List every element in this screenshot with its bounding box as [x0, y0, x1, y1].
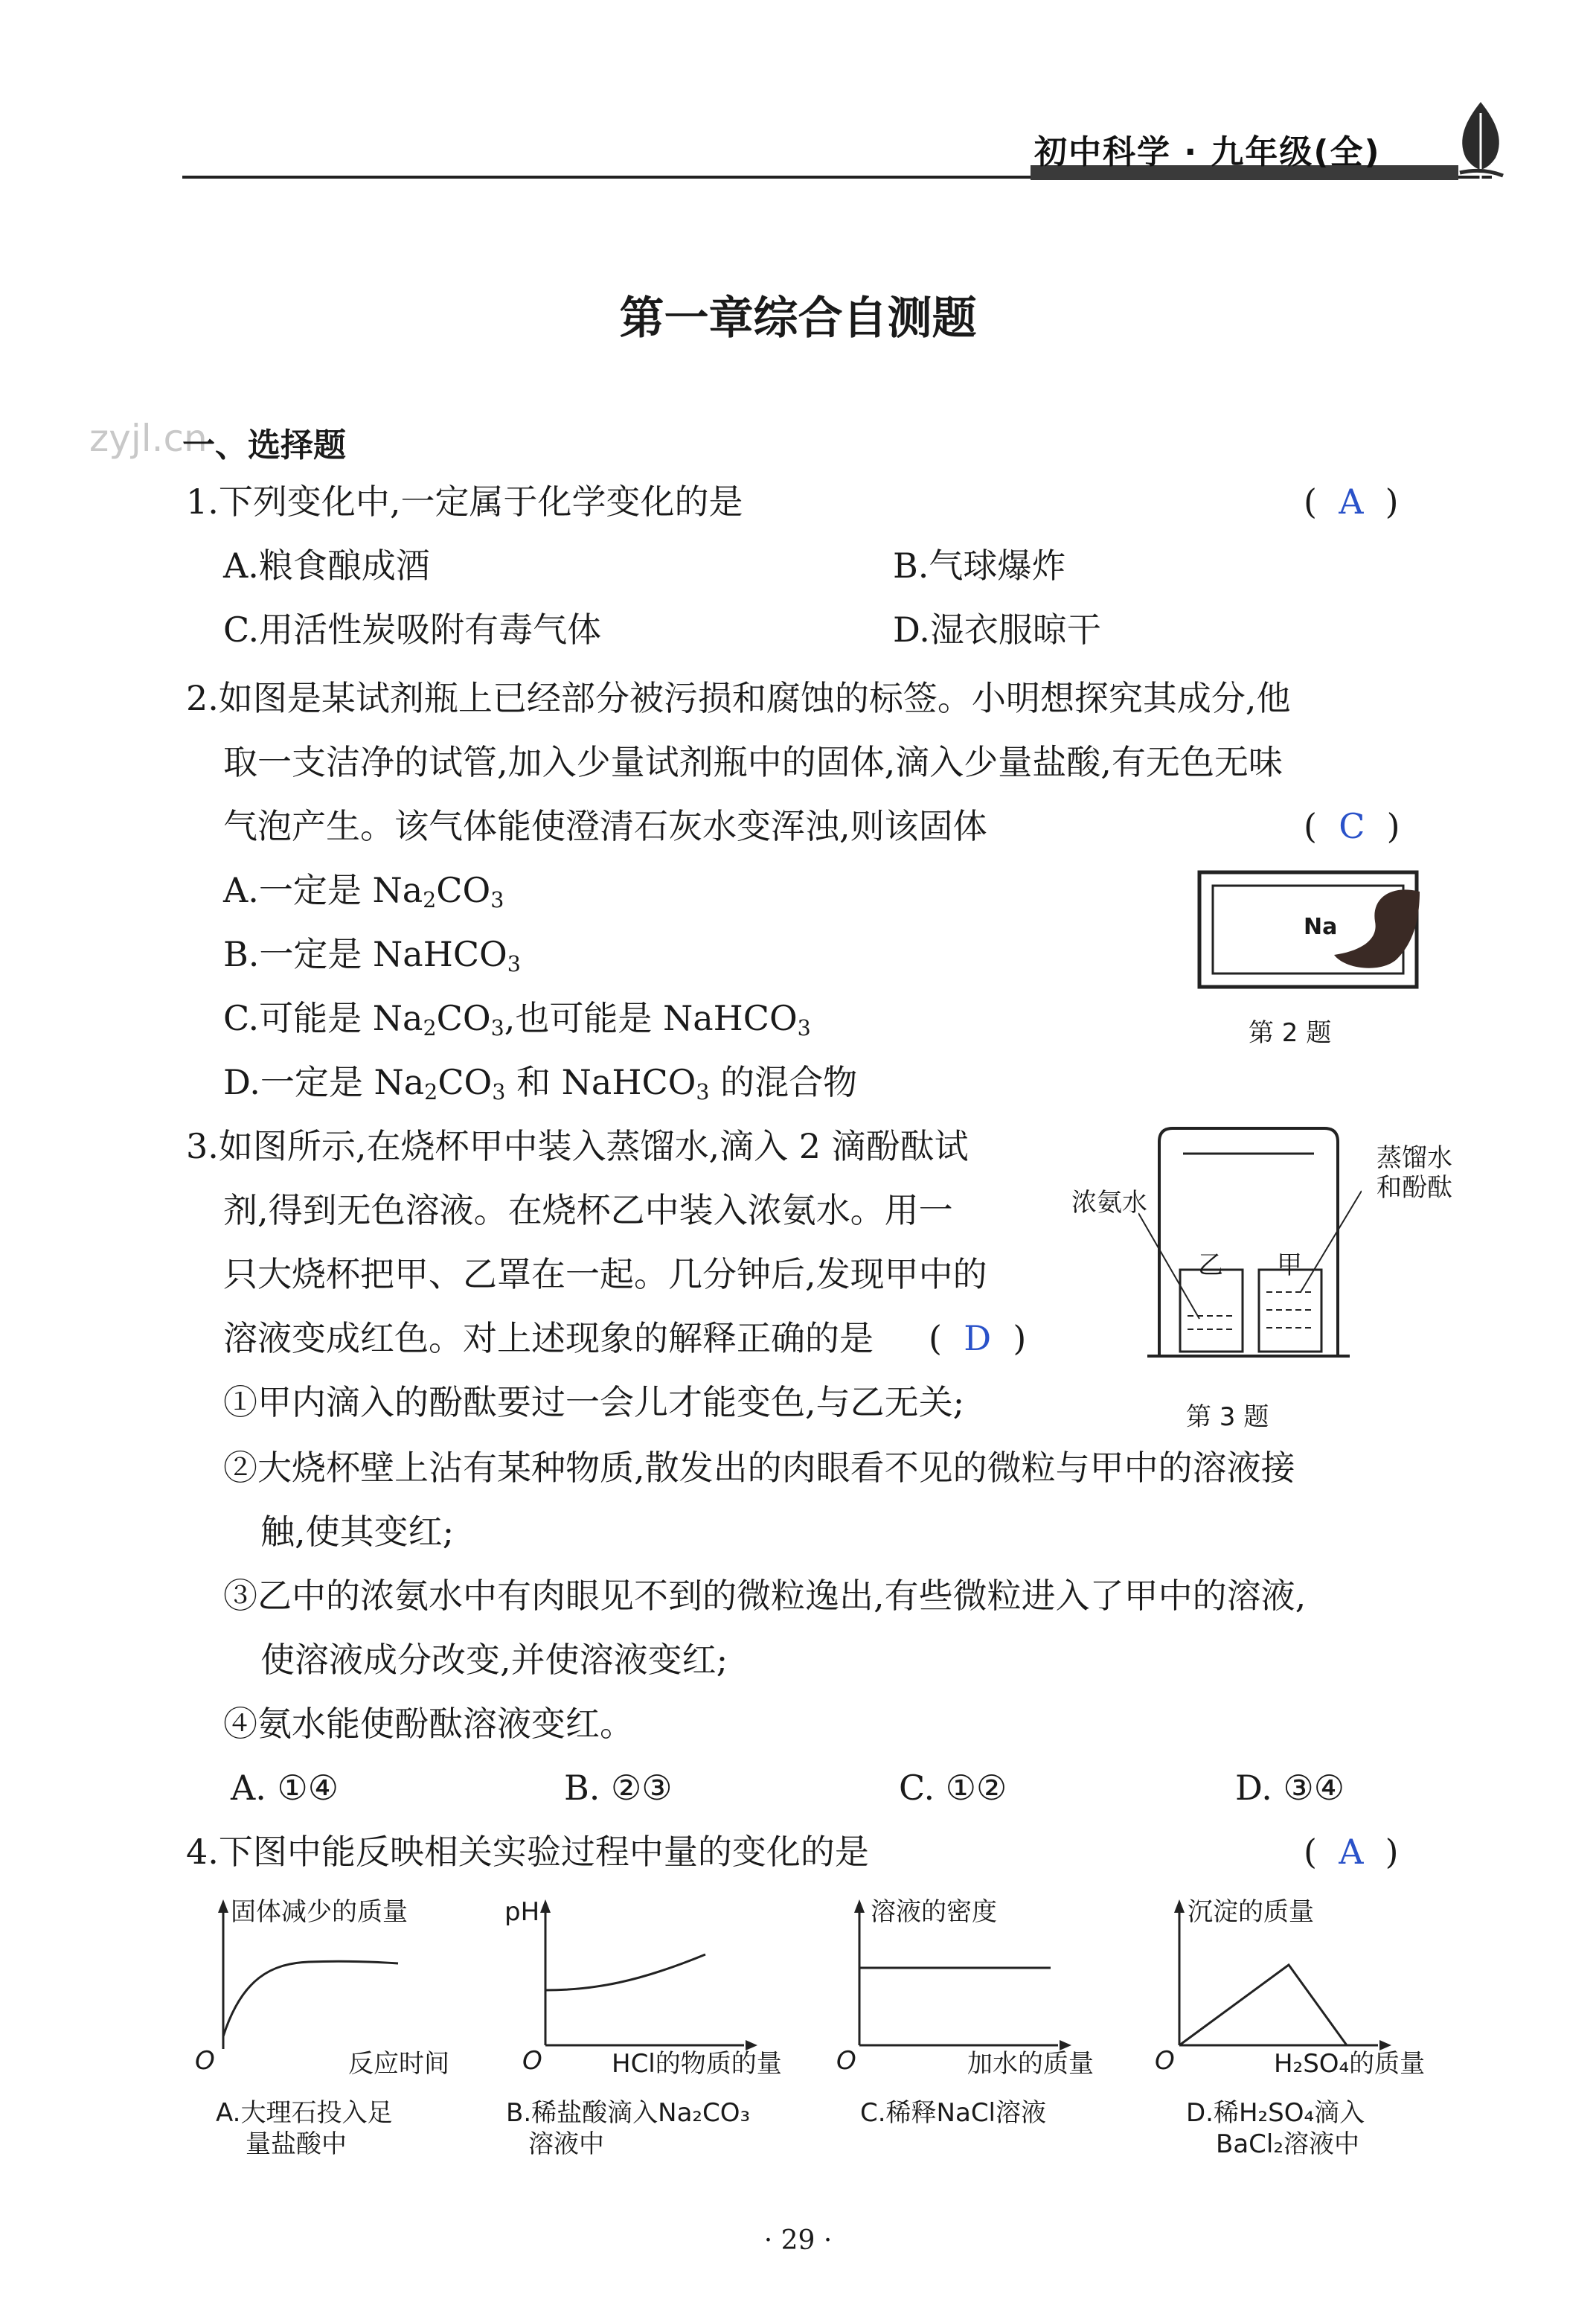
q2-figure-caption: 第 2 题	[1249, 1018, 1332, 1048]
q2-line-2: 取一支洁净的试管,加入少量试剂瓶中的固体,滴入少量盐酸,有无色无味	[223, 742, 1283, 782]
q4-graph-c-ylabel: 溶液的密度	[871, 1897, 997, 1927]
q2-option-a: A.一定是 $Na_2CO_3$	[223, 870, 504, 913]
q4-answer: A	[1339, 1832, 1364, 1872]
q3-statement-3-cont: 使溶液成分改变,并使溶液变红;	[260, 1640, 728, 1680]
q4-graph-d-caption-2: BaCl₂溶液中	[1216, 2129, 1359, 2159]
page-title: 第一章综合自测题	[619, 292, 977, 345]
q3-line-1: 3.如图所示,在烧杯甲中装入蒸馏水,滴入 2 滴酚酞试	[186, 1126, 969, 1166]
q4-graph-a-caption-2: 量盐酸中	[246, 2129, 347, 2159]
q4-graph-b-caption-2: 溶液中	[528, 2129, 604, 2159]
q3-statement-2: ②大烧杯壁上沾有某种物质,散发出的肉眼看不见的微粒与甲中的溶液接	[223, 1448, 1295, 1488]
q3-option-c: C. ①②	[899, 1768, 1007, 1808]
q4-graph-c-caption-1: C.稀释NaCl溶液	[860, 2098, 1047, 2128]
q4-graph-a-ylabel: 固体减少的质量	[231, 1897, 408, 1927]
q2-figure-label: Na	[1304, 914, 1338, 940]
section-heading: 一、选择题	[182, 426, 346, 464]
q4-stem: 4.下图中能反映相关实验过程中量的变化的是	[186, 1832, 869, 1872]
leaf-logo-icon	[1451, 98, 1510, 186]
q3-label-beaker-jia: 甲	[1277, 1250, 1302, 1280]
q3-beaker-figure	[1138, 1124, 1362, 1362]
q4-graph-c-xlabel: 加水的质量	[967, 2049, 1094, 2079]
q2-option-b: B.一定是 NaHCO$_3$	[223, 934, 521, 977]
q4-graph-a-caption-1: A.大理石投入足	[216, 2098, 393, 2128]
q4-graph-c-origin: O	[836, 2046, 856, 2076]
header-title: 初中科学 · 九年级(全)	[1034, 133, 1381, 171]
q1-option-a: A.粮食酿成酒	[223, 546, 430, 586]
q2-option-d: D.一定是 $Na_2CO_3$ 和 NaHCO$_3$ 的混合物	[223, 1062, 858, 1105]
q1-answer: A	[1339, 482, 1364, 522]
q2-answer-box: ( C )	[1304, 806, 1400, 846]
q2-line-3: 气泡产生。该气体能使澄清石灰水变浑浊,则该固体	[223, 806, 987, 846]
q4-graph-a-origin: O	[195, 2046, 215, 2076]
q1-option-c: C.用活性炭吸附有毒气体	[223, 610, 602, 650]
q3-option-b: B. ②③	[564, 1768, 673, 1808]
q4-answer-box: ( A )	[1304, 1832, 1399, 1872]
q3-statement-2-cont: 触,使其变红;	[260, 1512, 455, 1552]
q3-answer: D	[964, 1318, 992, 1358]
q4-graph-d-ylabel: 沉淀的质量	[1188, 1897, 1314, 1927]
q4-graph-a-xlabel: 反应时间	[348, 2049, 449, 2079]
page-number: · 29 ·	[763, 2225, 833, 2256]
q1-stem: 1.下列变化中,一定属于化学变化的是	[186, 482, 743, 522]
watermark: zyjl.cn	[89, 417, 208, 460]
q3-answer-box: ( D )	[929, 1318, 1027, 1358]
q4-graph-d-caption-1: D.稀H₂SO₄滴入	[1186, 2098, 1365, 2128]
q1-option-d: D.湿衣服晾干	[893, 610, 1101, 650]
q2-option-c: C.可能是 $Na_2CO_3$,也可能是 NaHCO$_3$	[223, 998, 811, 1041]
q4-graph-b-xlabel: HCl的物质的量	[612, 2049, 782, 2079]
q3-statement-3: ③乙中的浓氨水中有肉眼见不到的微粒逸出,有些微粒进入了甲中的溶液,	[223, 1576, 1307, 1616]
q3-statement-4: ④氨水能使酚酞溶液变红。	[223, 1704, 634, 1744]
q4-graph-b-origin: O	[522, 2046, 542, 2076]
q3-option-d: D. ③④	[1235, 1768, 1345, 1808]
q3-label-beaker-yi: 乙	[1198, 1250, 1223, 1280]
q3-label-phenolphthalein: 和酚酞	[1377, 1173, 1452, 1203]
q3-label-ammonia: 浓氨水	[1071, 1188, 1147, 1218]
q3-line-3: 只大烧杯把甲、乙罩在一起。几分钟后,发现甲中的	[223, 1254, 987, 1294]
q4-graph-d-xlabel: H₂SO₄的质量	[1274, 2049, 1426, 2079]
q3-statement-1: ①甲内滴入的酚酞要过一会儿才能变色,与乙无关;	[223, 1382, 965, 1422]
q4-graph-d-origin: O	[1155, 2046, 1175, 2076]
q3-option-a: A. ①④	[231, 1768, 339, 1808]
q3-label-water: 蒸馏水	[1377, 1143, 1452, 1173]
q1-answer-box: ( A )	[1304, 482, 1399, 522]
q3-figure-caption: 第 3 题	[1186, 1402, 1269, 1432]
q2-answer: C	[1339, 806, 1365, 846]
q3-line-2: 剂,得到无色溶液。在烧杯乙中装入浓氨水。用一	[223, 1190, 953, 1230]
q4-graph-b-caption-1: B.稀盐酸滴入Na₂CO₃	[506, 2098, 751, 2128]
q4-graph-b	[534, 1896, 757, 2068]
q1-option-b: B.气球爆炸	[893, 546, 1066, 586]
q2-line-1: 2.如图是某试剂瓶上已经部分被污损和腐蚀的标签。小明想探究其成分,他	[186, 678, 1291, 718]
q3-line-4: 溶液变成红色。对上述现象的解释正确的是	[223, 1318, 874, 1358]
q4-graph-b-ylabel: pH	[504, 1897, 540, 1927]
